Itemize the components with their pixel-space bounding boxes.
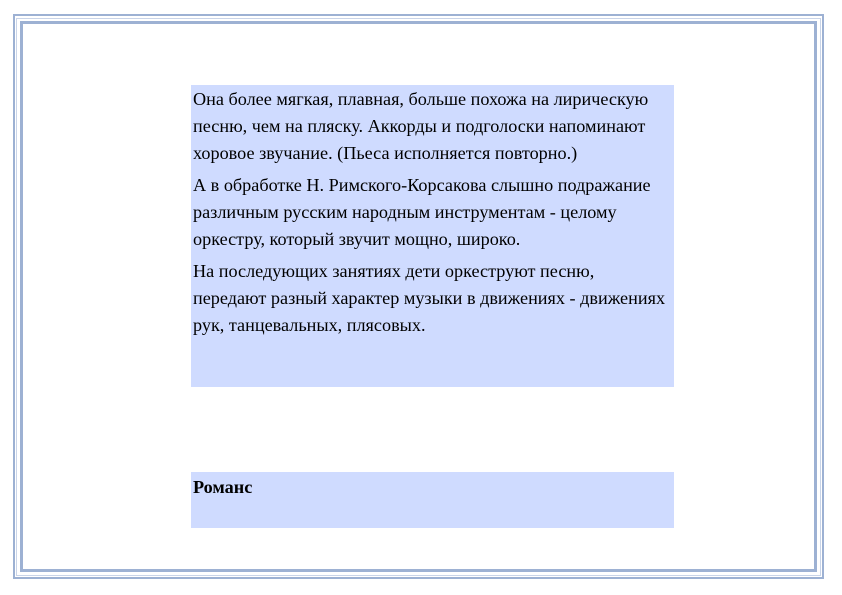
paragraph-2: А в обработке Н. Римского-Корсакова слышно подражание различным русским народным инструментам - целому оркестру, который звучит мощно, широко.	[193, 175, 651, 249]
paragraph-3: На последующих занятиях дети оркеструют песню, передают разный характер музыки в движениях - движениях рук, танцевальных, плясовых.	[193, 261, 666, 335]
paragraph-1: Она более мягкая, плавная, больше похожа на лирическую песню, чем на пляску. Аккорды и подголоски напоминают хоровое звучание. (Пьеса исполняется повторно.)	[193, 89, 649, 163]
section-heading-text: Романс	[193, 477, 253, 497]
body-text-box	[191, 85, 674, 387]
section-heading	[191, 472, 674, 528]
